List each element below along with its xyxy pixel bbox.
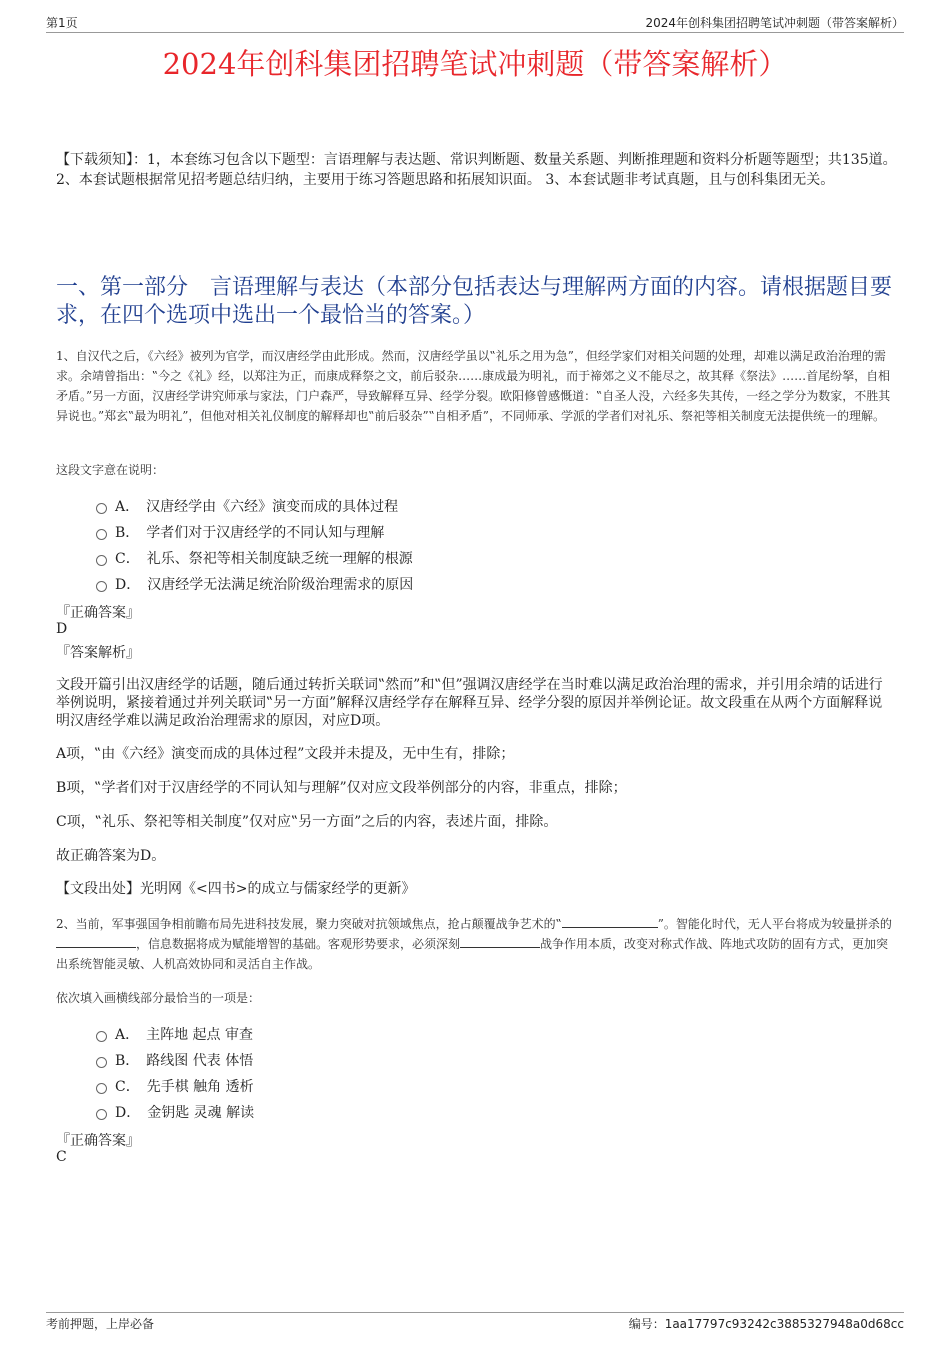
q2-option-c[interactable] xyxy=(96,1076,254,1096)
q2-answer: C xyxy=(56,1149,67,1165)
q1-analysis-b: B项，‟学者们对于汉唐经学的不同认知与理解”仅对应文段举例部分的内容，非重点，排除； xyxy=(56,780,627,796)
header-title: 2024年创科集团招聘笔试冲刺题（带答案解析） xyxy=(645,16,904,30)
q1-analysis-conclusion: 故正确答案为D。 xyxy=(56,848,166,864)
blank-3 xyxy=(460,935,540,948)
q1-option-b[interactable] xyxy=(96,522,384,542)
option-label: A． 主阵地 起点 审查 xyxy=(115,1027,254,1043)
q1-analysis-c: C项，‟礼乐、祭祀等相关制度”仅对应‟另一方面”之后的内容，表述片面，排除。 xyxy=(56,814,558,830)
q2-option-d[interactable] xyxy=(96,1102,254,1122)
q1-question: 这段文字意在说明： xyxy=(56,463,165,477)
blank-2 xyxy=(56,935,136,948)
radio-icon xyxy=(96,1083,107,1094)
q2-question: 依次填入画横线部分最恰当的一项是： xyxy=(56,991,261,1005)
q1-analysis-para: 文段开篇引出汉唐经学的话题，随后通过转折关联词‟然而”和‟但”强调汉唐经学在当时难以满足政治治理的需求，并引用余靖的话进行举例说明，紧接着通过并列关联词‟另一方面”解释汉唐经学存在解释互异、经学分裂的原因并举例论证。故文段重在从两个方面解释说明汉唐经学难以满足政治治理需求的原因，对应D项。 xyxy=(56,677,883,729)
q1-analysis-label: 『答案解析』 xyxy=(56,645,140,661)
option-label: D． 汉唐经学无法满足统治阶级治理需求的原因 xyxy=(115,577,414,593)
q1-option-c[interactable] xyxy=(96,548,413,568)
page-footer xyxy=(46,1312,904,1332)
download-notice: 【下载须知】：1，本套练习包含以下题型：言语理解与表达题、常识判断题、数量关系题、判断推理题和资料分析题等题型；共135道。 2、本套试题根据常见招考题总结归纳，主要用于练习答题思路和拓展知识面。 3、本套试题非考试真题，且与创科集团无关。 xyxy=(56,152,897,188)
page-number: 第1页 xyxy=(46,16,78,30)
option-label: A． 汉唐经学由《六经》演变而成的具体过程 xyxy=(115,499,399,515)
q2-stem: 2、当前，军事强国争相前瞻布局先进科技发展，聚力突破对抗领域焦点，抢占颠覆战争艺术的‟ ”。智能化时代，无人平台将成为较量拼杀的，信息数据将成为赋能增智的基础。客观形势要求，必须深刻 战争作用本质，改变对称式作战、阵地式攻防的固有方式，更加突出系统智能灵敏、人机高效协同和灵活自主作战。 xyxy=(56,917,892,971)
radio-icon xyxy=(96,1057,107,1068)
q2-option-b[interactable] xyxy=(96,1050,253,1070)
radio-icon xyxy=(96,1031,107,1042)
document-title: 2024年创科集团招聘笔试冲刺题（带答案解析） xyxy=(162,47,788,81)
option-label: C． 礼乐、祭祀等相关制度缺乏统一理解的根源 xyxy=(115,551,413,567)
radio-icon xyxy=(96,503,107,514)
radio-icon xyxy=(96,1109,107,1120)
q1-source: 【文段出处】光明网《<四书>的成立与儒家经学的更新》 xyxy=(56,881,416,897)
q1-answer-label: 『正确答案』 xyxy=(56,605,140,621)
blank-1 xyxy=(562,915,658,928)
section-heading: 一、第一部分 言语理解与表达（本部分包括表达与理解两方面的内容。请根据题目要求，在四个选项中选出一个最恰当的答案。） xyxy=(56,275,893,328)
q1-stem: 1、自汉代之后，《六经》被列为官学，而汉唐经学由此形成。然而，汉唐经学虽以‟礼乐之用为急”，但经学家们对相关问题的处理，却难以满足政治治理的需求。余靖曾指出：‟今之《礼》经，以郑注为正，而康成释祭之文，前后驳杂……康成最为明礼，而于禘郊之义不能尽之，故其释《祭法》……首尾纷拏，自相矛盾。”另一方面，汉唐经学讲究师承与家法，门户森严，导致解释互异、经学分裂。欧阳修曾感慨道：‟自圣人没，六经多失其传，一经之学分为数家，不胜其异说也。”郑玄‟最为明礼”，但他对相关礼仪制度的解释却也‟前后驳杂”‟自相矛盾”，不同师承、学派的学者们对礼乐、祭祀等相关制度无法提供统一的理解。 xyxy=(56,349,891,423)
radio-icon xyxy=(96,529,107,540)
option-label: D． 金钥匙 灵魂 解读 xyxy=(115,1105,255,1121)
option-label: B． 学者们对于汉唐经学的不同认知与理解 xyxy=(115,525,385,541)
option-label: C． 先手棋 触角 透析 xyxy=(115,1079,254,1095)
footer-slogan: 考前押题，上岸必备 xyxy=(46,1317,155,1331)
footer-id: 编号：1aa17797c93242c3885327948a0d68cc xyxy=(628,1317,904,1331)
q1-option-a[interactable] xyxy=(96,496,398,516)
q1-option-d[interactable] xyxy=(96,574,413,594)
q2-answer-label: 『正确答案』 xyxy=(56,1133,140,1149)
q1-analysis-a: A项，‟由《六经》演变而成的具体过程”文段并未提及，无中生有，排除； xyxy=(56,746,515,762)
page-header xyxy=(46,14,904,33)
q2-option-a[interactable] xyxy=(96,1024,253,1044)
option-label: B． 路线图 代表 体悟 xyxy=(115,1053,254,1069)
radio-icon xyxy=(96,581,107,592)
radio-icon xyxy=(96,555,107,566)
q1-answer: D xyxy=(56,621,68,637)
